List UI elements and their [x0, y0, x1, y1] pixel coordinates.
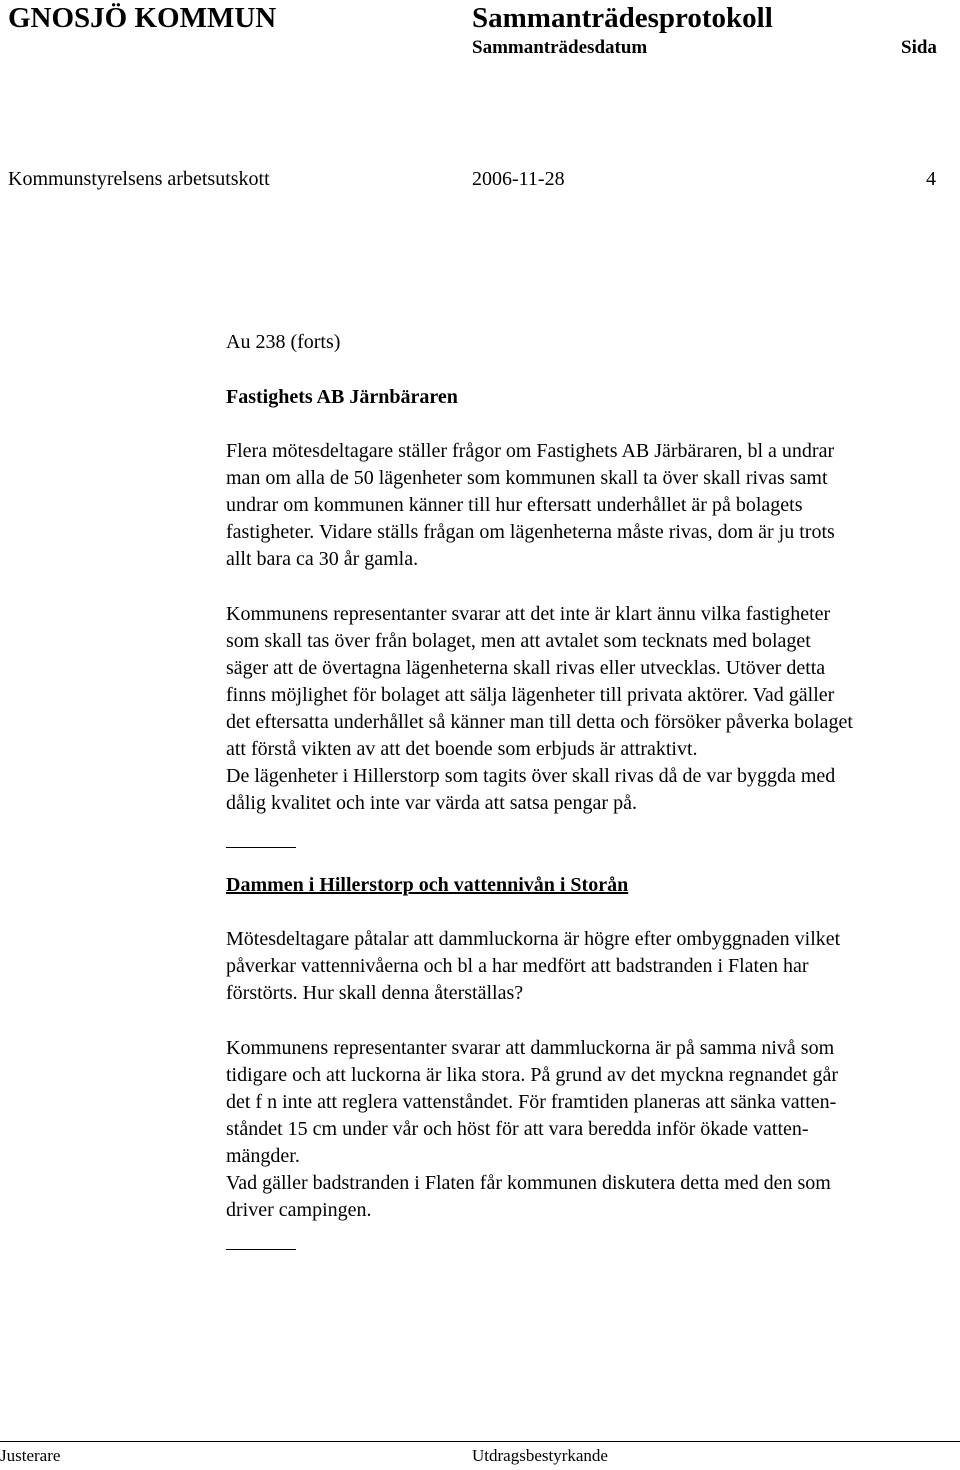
- paragraph-line: Mötesdeltagare påtalar att dammluckorna är högre efter ombyggnaden vilket: [226, 928, 841, 950]
- page-number: 4: [926, 168, 936, 190]
- paragraph-line: det eftersatta underhållet så känner man till detta och försöker påverka bolaget: [226, 711, 853, 733]
- paragraph-questions-jarnbararen: [226, 438, 946, 573]
- section-divider: [226, 847, 296, 848]
- paragraph-line: finns möjlighet för bolaget att sälja lägenheter till privata aktörer. Vad gäller: [226, 684, 835, 706]
- paragraph-line: allt bara ca 30 år gamla.: [226, 548, 419, 570]
- paragraph-line: Flera mötesdeltagare ställer frågor om Fastighets AB Järbäraren, bl a undrar: [226, 440, 835, 462]
- paragraph-line: mängder.: [226, 1145, 300, 1167]
- item-reference: Au 238 (forts): [226, 331, 341, 353]
- committee-name: Kommunstyrelsens arbetsutskott: [8, 168, 270, 190]
- justerare-label: Justerare: [0, 1446, 61, 1465]
- paragraph-line: tidigare och att luckorna är lika stora. På grund av det myckna regnandet går: [226, 1064, 838, 1086]
- paragraph-line: påverkar vattennivåerna och bl a har medfört att badstranden i Flaten har: [226, 955, 809, 977]
- paragraph-answers-dammen: [226, 1035, 946, 1224]
- organization-name: GNOSJÖ KOMMUN: [8, 2, 277, 34]
- meeting-date: 2006-11-28: [472, 168, 565, 190]
- page-label: Sida: [901, 37, 937, 58]
- section-heading-dammen: Dammen i Hillerstorp och vattennivån i Storån: [226, 874, 629, 896]
- document-type: Sammanträdesprotokoll: [472, 2, 773, 34]
- paragraph-line: ståndet 15 cm under vår och höst för att vara beredda inför ökade vatten-: [226, 1118, 809, 1140]
- paragraph-line: förstörts. Hur skall denna återställas?: [226, 982, 524, 1004]
- paragraph-line: det f n inte att reglera vattenståndet. För framtiden planeras att sänka vatten-: [226, 1091, 837, 1113]
- section-divider: [226, 1249, 296, 1250]
- paragraph-line: man om alla de 50 lägenheter som kommunen skall ta över skall rivas samt: [226, 467, 828, 489]
- paragraph-line: driver campingen.: [226, 1199, 372, 1221]
- paragraph-line: undrar om kommunen känner till hur eftersatt underhållet är på bolagets: [226, 494, 803, 516]
- paragraph-line: säger att de övertagna lägenheterna skall rivas eller utvecklas. Utöver detta: [226, 657, 826, 679]
- paragraph-line: dålig kvalitet och inte var värda att satsa pengar på.: [226, 792, 637, 814]
- section-heading-jarnbararen: Fastighets AB Järnbäraren: [226, 386, 458, 408]
- paragraph-line: Vad gäller badstranden i Flaten får kommunen diskutera detta med den som: [226, 1172, 831, 1194]
- footer-rule: [0, 1441, 960, 1442]
- paragraph-line: De lägenheter i Hillerstorp som tagits över skall rivas då de var byggda med: [226, 765, 836, 787]
- paragraph-line: att förstå vikten av att det boende som erbjuds är attraktivt.: [226, 738, 698, 760]
- utdragsbestyrkande-label: Utdragsbestyrkande: [472, 1446, 608, 1465]
- paragraph-answers-jarnbararen: [226, 601, 946, 817]
- paragraph-questions-dammen: [226, 926, 946, 1007]
- paragraph-line: fastigheter. Vidare ställs frågan om lägenheterna måste rivas, dom är ju trots: [226, 521, 835, 543]
- paragraph-line: som skall tas över från bolaget, men att avtalet som tecknats med bolaget: [226, 630, 811, 652]
- date-label: Sammanträdesdatum: [472, 37, 648, 58]
- paragraph-line: Kommunens representanter svarar att det inte är klart ännu vilka fastigheter: [226, 603, 831, 625]
- paragraph-line: Kommunens representanter svarar att dammluckorna är på samma nivå som: [226, 1037, 835, 1059]
